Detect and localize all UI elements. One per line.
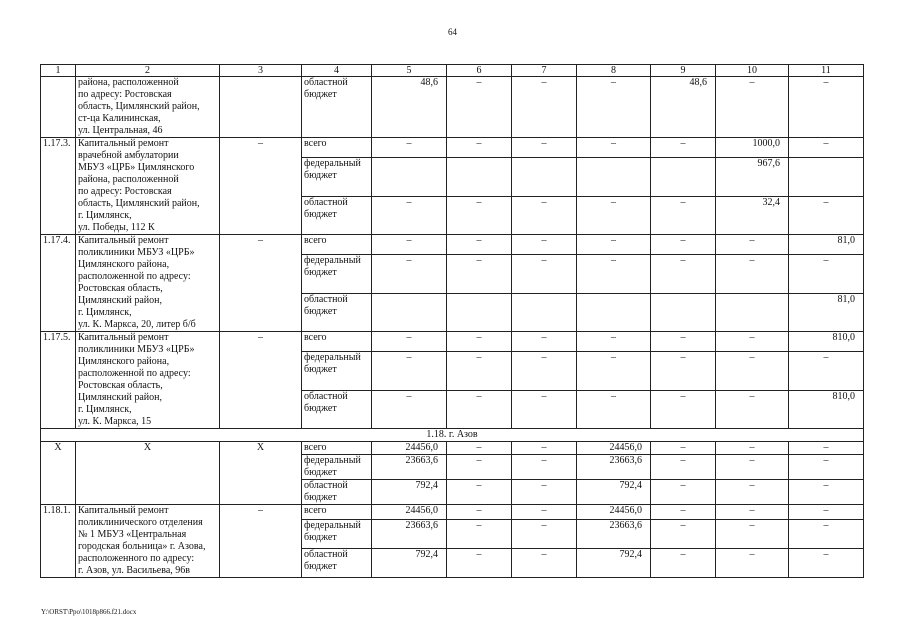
page-number: 64	[448, 27, 457, 37]
value-cell: 48,6	[372, 77, 447, 138]
value-cell: –	[372, 332, 447, 352]
table-row	[41, 442, 864, 455]
value-cell: –	[716, 442, 789, 455]
value-cell: –	[651, 442, 716, 455]
value-cell: –	[716, 549, 789, 578]
value-cell: –	[716, 255, 789, 293]
value-cell: –	[372, 235, 447, 255]
item-name: Капитальный ремонт поликлиники МБУЗ «ЦРБ» Цимлянского района, расположенной по адресу: Ростовская область, Цимлянский район, г. Цимлянск, ул. К. Маркса, 20, литер б/б	[76, 235, 220, 332]
value-cell: –	[512, 390, 577, 429]
table-row	[41, 235, 864, 255]
value-cell: –	[447, 255, 512, 293]
value-cell	[577, 293, 651, 332]
header-row	[41, 65, 864, 77]
item-name: Капитальный ремонт поликлиники МБУЗ «ЦРБ» Цимлянского района, расположенной по адресу: Ростовская область, Цимлянский район, г. Цимлянск, ул. К. Маркса, 15	[76, 332, 220, 429]
value-cell: 792,4	[577, 549, 651, 578]
value-cell: –	[512, 520, 577, 549]
column-header: 3	[220, 65, 302, 77]
item-number: 1.17.5.	[41, 332, 76, 429]
value-cell: –	[512, 352, 577, 390]
value-cell: –	[372, 390, 447, 429]
value-cell	[716, 293, 789, 332]
value-cell: 24456,0	[372, 442, 447, 455]
file-path-footer: Y:\ORST\Ppo\1018p866.f21.docx	[41, 608, 137, 616]
value-cell: –	[512, 505, 577, 520]
value-cell: –	[716, 332, 789, 352]
value-cell: –	[512, 480, 577, 505]
value-cell: –	[789, 77, 864, 138]
value-cell: 792,4	[372, 549, 447, 578]
value-cell: –	[577, 77, 651, 138]
value-cell: –	[512, 235, 577, 255]
value-cell: –	[447, 196, 512, 235]
column-header: 5	[372, 65, 447, 77]
item-col3: –	[220, 505, 302, 578]
item-col3: –	[220, 235, 302, 332]
value-cell: –	[651, 520, 716, 549]
value-cell: –	[651, 549, 716, 578]
value-cell: –	[512, 77, 577, 138]
value-cell: –	[372, 352, 447, 390]
value-cell: –	[651, 138, 716, 158]
value-cell: –	[577, 390, 651, 429]
item-number	[41, 77, 76, 138]
value-cell: 23663,6	[372, 520, 447, 549]
value-cell: –	[651, 255, 716, 293]
value-cell: 81,0	[789, 235, 864, 255]
value-cell: –	[372, 196, 447, 235]
value-cell: –	[716, 235, 789, 255]
value-cell: 32,4	[716, 196, 789, 235]
column-header: 6	[447, 65, 512, 77]
value-cell: –	[512, 549, 577, 578]
value-cell: –	[651, 455, 716, 480]
value-cell	[789, 158, 864, 196]
column-header: 4	[302, 65, 372, 77]
value-cell: –	[716, 77, 789, 138]
item-name: Капитальный ремонт врачебной амбулатории МБУЗ «ЦРБ» Цимлянского района, расположенной по адресу: Ростовская область, Цимлянский район, г. Цимлянск, ул. Победы, 112 К	[76, 138, 220, 235]
column-header: 1	[41, 65, 76, 77]
table-row	[41, 138, 864, 158]
table-row	[41, 505, 864, 520]
value-cell	[372, 158, 447, 196]
value-cell: –	[651, 196, 716, 235]
column-header: 10	[716, 65, 789, 77]
value-cell: –	[447, 332, 512, 352]
value-cell: –	[651, 332, 716, 352]
funding-source: федеральный бюджет	[302, 352, 372, 390]
value-cell: –	[577, 255, 651, 293]
value-cell: 810,0	[789, 390, 864, 429]
value-cell: –	[512, 255, 577, 293]
column-header: 7	[512, 65, 577, 77]
column-header: 2	[76, 65, 220, 77]
value-cell: –	[577, 196, 651, 235]
value-cell: –	[789, 505, 864, 520]
value-cell: –	[447, 235, 512, 255]
column-header: 8	[577, 65, 651, 77]
funding-source: областной бюджет	[302, 480, 372, 505]
value-cell: 792,4	[372, 480, 447, 505]
value-cell: –	[716, 480, 789, 505]
value-cell: –	[577, 352, 651, 390]
value-cell: –	[789, 138, 864, 158]
funding-source: областной бюджет	[302, 293, 372, 332]
value-cell: 23663,6	[577, 455, 651, 480]
funding-source: всего	[302, 235, 372, 255]
value-cell: –	[577, 332, 651, 352]
funding-source: федеральный бюджет	[302, 255, 372, 293]
value-cell: –	[789, 442, 864, 455]
table-row	[41, 332, 864, 352]
value-cell: 23663,6	[372, 455, 447, 480]
item-col3	[220, 77, 302, 138]
value-cell: –	[789, 480, 864, 505]
value-cell: –	[447, 455, 512, 480]
value-cell: –	[512, 196, 577, 235]
value-cell: –	[789, 196, 864, 235]
value-cell: 24456,0	[372, 505, 447, 520]
value-cell: 24456,0	[577, 505, 651, 520]
item-number: 1.17.4.	[41, 235, 76, 332]
value-cell	[447, 293, 512, 332]
value-cell: 810,0	[789, 332, 864, 352]
value-cell	[577, 158, 651, 196]
value-cell: –	[716, 352, 789, 390]
value-cell: –	[716, 505, 789, 520]
value-cell: –	[512, 455, 577, 480]
value-cell	[651, 158, 716, 196]
value-cell: 81,0	[789, 293, 864, 332]
funding-source: федеральный бюджет	[302, 455, 372, 480]
value-cell: –	[447, 77, 512, 138]
funding-source: всего	[302, 332, 372, 352]
funding-source: всего	[302, 442, 372, 455]
item-name: Капитальный ремонт поликлинического отделения № 1 МБУЗ «Центральная городская больница» г. Азова, расположенного по адресу: г. Азов, ул. Васильева, 96в	[76, 505, 220, 578]
funding-source: федеральный бюджет	[302, 158, 372, 196]
value-cell: 24456,0	[577, 442, 651, 455]
funding-source: областной бюджет	[302, 549, 372, 578]
funding-source: федеральный бюджет	[302, 520, 372, 549]
item-col3: –	[220, 332, 302, 429]
column-header: 11	[789, 65, 864, 77]
value-cell	[512, 293, 577, 332]
item-name: X	[76, 442, 220, 505]
value-cell: –	[447, 520, 512, 549]
value-cell: –	[447, 480, 512, 505]
item-number: 1.17.3.	[41, 138, 76, 235]
funding-source: областной бюджет	[302, 390, 372, 429]
item-col3: X	[220, 442, 302, 505]
value-cell: –	[512, 332, 577, 352]
funding-table	[40, 64, 864, 578]
value-cell: –	[447, 352, 512, 390]
funding-source: областной бюджет	[302, 196, 372, 235]
section-row	[41, 429, 864, 442]
value-cell: –	[447, 390, 512, 429]
funding-source: всего	[302, 138, 372, 158]
value-cell: –	[716, 455, 789, 480]
value-cell: –	[789, 255, 864, 293]
value-cell: –	[789, 549, 864, 578]
table-row	[41, 77, 864, 138]
funding-source: областной бюджет	[302, 77, 372, 138]
value-cell: –	[447, 505, 512, 520]
value-cell: 23663,6	[577, 520, 651, 549]
value-cell	[447, 158, 512, 196]
value-cell: –	[789, 352, 864, 390]
value-cell: –	[577, 235, 651, 255]
value-cell: –	[651, 235, 716, 255]
value-cell: 967,6	[716, 158, 789, 196]
value-cell: –	[789, 455, 864, 480]
value-cell: –	[651, 352, 716, 390]
value-cell: –	[447, 442, 512, 455]
value-cell	[512, 158, 577, 196]
item-name: района, расположенной по адресу: Ростовская область, Цимлянский район, ст-ца Калининская, ул. Центральная, 46	[76, 77, 220, 138]
value-cell: –	[651, 390, 716, 429]
value-cell: 792,4	[577, 480, 651, 505]
column-header: 9	[651, 65, 716, 77]
value-cell: –	[651, 480, 716, 505]
value-cell: –	[512, 442, 577, 455]
value-cell: 1000,0	[716, 138, 789, 158]
item-number: X	[41, 442, 76, 505]
value-cell: –	[447, 549, 512, 578]
value-cell: –	[372, 255, 447, 293]
value-cell: –	[372, 138, 447, 158]
item-number: 1.18.1.	[41, 505, 76, 578]
item-col3: –	[220, 138, 302, 235]
value-cell: –	[512, 138, 577, 158]
section-title: 1.18. г. Азов	[41, 429, 864, 442]
value-cell: –	[447, 138, 512, 158]
value-cell: –	[577, 138, 651, 158]
value-cell	[651, 293, 716, 332]
value-cell: –	[716, 390, 789, 429]
value-cell	[372, 293, 447, 332]
value-cell: –	[789, 520, 864, 549]
funding-source: всего	[302, 505, 372, 520]
value-cell: –	[651, 505, 716, 520]
value-cell: –	[716, 520, 789, 549]
value-cell: 48,6	[651, 77, 716, 138]
